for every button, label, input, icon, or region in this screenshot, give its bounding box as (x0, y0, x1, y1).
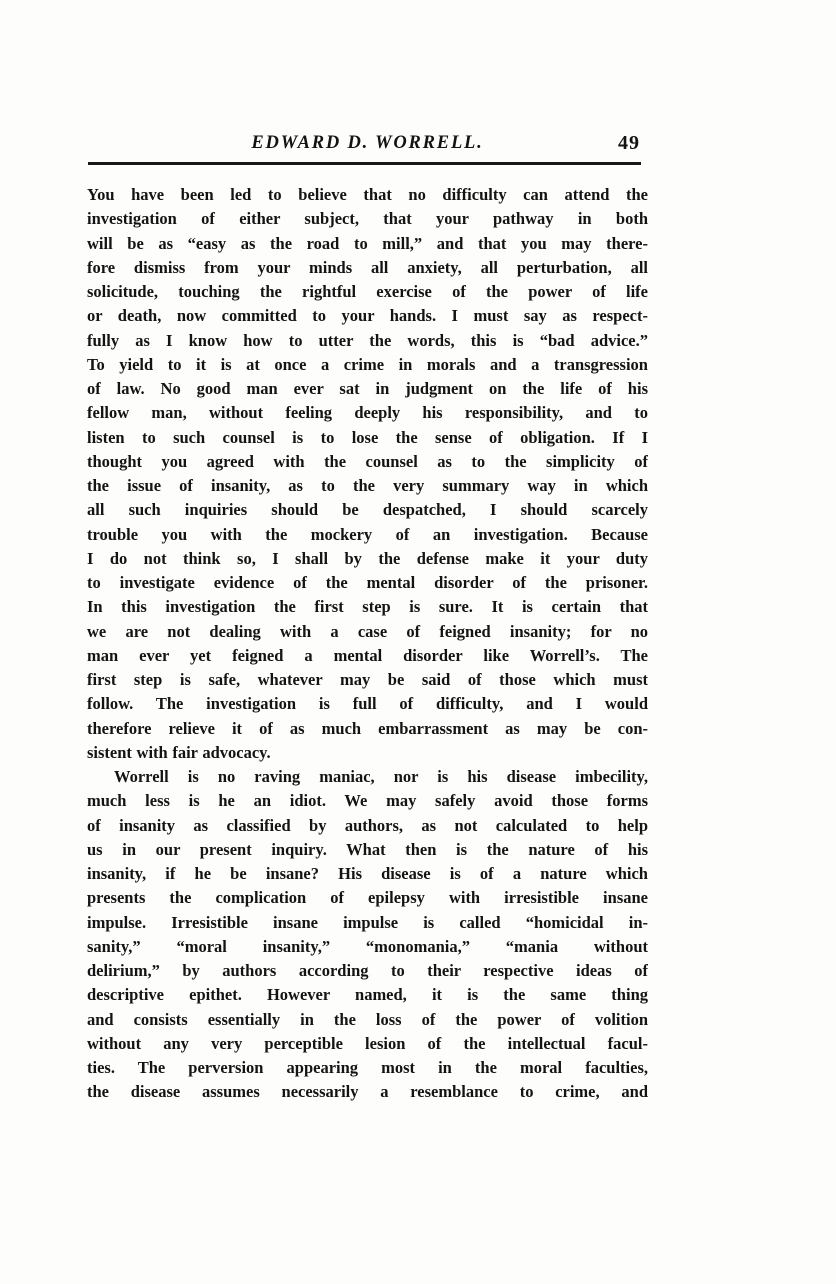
text-line: we are not dealing with a case of feigned insanity; for no (87, 621, 648, 641)
text-line: I do not think so, I shall by the defense make it your duty (87, 548, 648, 568)
text-line: to investigate evidence of the mental disorder of the prisoner. (87, 573, 648, 592)
text-line: us in our present inquiry. What then is the nature of his (87, 839, 648, 859)
text-line: descriptive epithet. However named, it is the same thing (87, 985, 648, 1005)
text-line: You have been led to believe that no difficulty can attend the (87, 185, 648, 204)
text-line: investigation of either subject, that your pathway in both (87, 209, 648, 229)
text-line: fully as I know how to utter the words, this is “bad advice.” (87, 330, 648, 350)
running-title: EDWARD D. WORRELL. (251, 133, 484, 153)
text-line: of law. No good man ever sat in judgment on the life of his (87, 379, 648, 398)
text-line: first step is safe, whatever may be said of those which must (87, 670, 648, 689)
text-line: will be as “easy as the road to mill,” and that you may there- (87, 233, 648, 253)
text-line: presents the complication of epilepsy with irresistible insane (87, 888, 648, 908)
text-line: sistent with fair advocacy. (87, 742, 271, 762)
page-body (87, 183, 648, 1105)
text-line: or death, now committed to your hands. I must say as respect- (87, 306, 648, 326)
text-line: follow. The investigation is full of difficulty, and I would (87, 694, 648, 714)
text-line: sanity,” “moral insanity,” “monomania,” “mania without (87, 936, 648, 956)
text-line: of insanity as classified by authors, as not calculated to help (87, 815, 648, 835)
text-line: trouble you with the mockery of an investigation. Because (87, 524, 648, 544)
text-line: thought you agreed with the counsel as to the simplicity of (87, 451, 648, 471)
text-line: man ever yet feigned a mental disorder like Worrell’s. The (87, 645, 648, 665)
text-line: and consists essentially in the loss of the power of volition (87, 1009, 648, 1029)
text-line: much less is he an idiot. We may safely avoid those forms (87, 791, 648, 811)
text-line: fellow man, without feeling deeply his responsibility, and to (87, 403, 648, 423)
page-number: 49 (618, 132, 640, 154)
text-line: Worrell is no raving maniac, nor is his disease imbecility, (114, 767, 648, 786)
page-header (87, 133, 648, 161)
text-line: without any very perceptible lesion of the intellectual facul- (87, 1033, 648, 1053)
text-line: listen to such counsel is to lose the sense of obligation. If I (87, 427, 648, 447)
text-line: In this investigation the first step is sure. It is certain that (87, 597, 648, 617)
text-line: the disease assumes necessarily a resemblance to crime, and (87, 1082, 648, 1102)
text-line: impulse. Irresistible insane impulse is called “homicidal in- (87, 912, 648, 932)
text-line: solicitude, touching the rightful exercise of the power of life (87, 282, 648, 301)
text-line: fore dismiss from your minds all anxiety, all perturbation, all (87, 257, 648, 277)
text-line: ties. The perversion appearing most in the moral faculties, (87, 1058, 648, 1077)
text-line: insanity, if he be insane? His disease is of a nature which (87, 864, 648, 883)
text-line: the issue of insanity, as to the very summary way in which (87, 476, 648, 495)
header-rule (88, 162, 641, 165)
text-line: therefore relieve it of as much embarrassment as may be con- (87, 718, 648, 738)
text-column (87, 0, 648, 1284)
text-line: To yield to it is at once a crime in morals and a transgression (87, 354, 648, 374)
text-line: delirium,” by authors according to their respective ideas of (87, 961, 648, 980)
text-line: all such inquiries should be despatched, I should scarcely (87, 500, 648, 520)
